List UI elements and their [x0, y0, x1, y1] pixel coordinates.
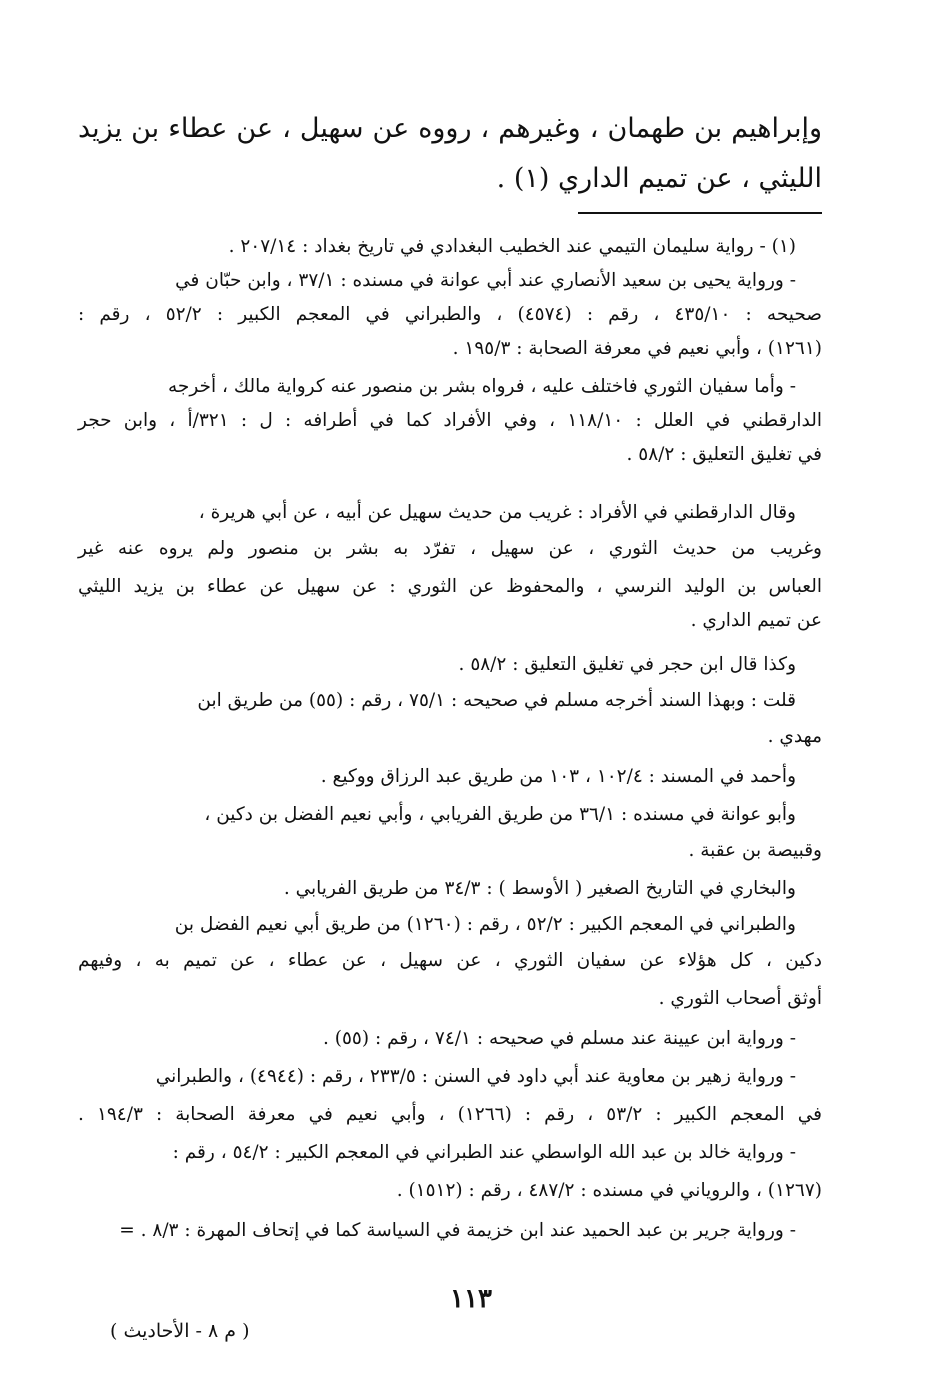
- footnote-line: وكذا قال ابن حجر في تغليق التعليق : ٥٨/٢ .: [458, 654, 796, 675]
- footnote-line: وأحمد في المسند : ١٠٢/٤ ، ١٠٣ من طريق عبد الرزاق ووكيع .: [320, 766, 796, 787]
- footnote-line: وأبو عوانة في مسنده : ٣٦/١ من طريق الفريابي ، وأبي نعيم الفضل بن دكين ،: [204, 804, 796, 825]
- footnote-line: والبخاري في التاريخ الصغير ( الأوسط ) : ٣٤/٣ من طريق الفريابي .: [283, 878, 796, 899]
- book-section-marker: ( م ٨ - الأحاديث ): [110, 1320, 250, 1342]
- footnote-line: أوثق أصحاب الثوري .: [658, 988, 822, 1009]
- footnote-line: (١) - رواية سليمان التيمي عند الخطيب البغدادي في تاريخ بغداد : ٢٠٧/١٤ .: [228, 236, 796, 257]
- footnote-line: - ورواية يحيى بن سعيد الأنصاري عند أبي عوانة في مسنده : ٣٧/١ ، وابن حبّان في: [175, 270, 796, 291]
- footnote-line: وغريب من حديث الثوري ، عن سهيل ، تفرّد به بشر بن منصور ولم يروه عنه غير: [78, 538, 822, 559]
- page-number: ١١٣: [450, 1284, 492, 1314]
- footnote-line: في المعجم الكبير : ٥٣/٢ ، رقم : (١٢٦٦) ، وأبي نعيم في معرفة الصحابة : ١٩٤/٣ .: [78, 1104, 822, 1125]
- footnote-line: العباس بن الوليد النرسي ، والمحفوظ عن الثوري : عن سهيل عن عطاء بن يزيد الليثي: [78, 576, 822, 597]
- main-text-block: [78, 104, 822, 204]
- footnote-line: في تغليق التعليق : ٥٨/٢ .: [626, 444, 822, 465]
- footnote-line: (١٢٦٧) ، والروياني في مسنده : ٤٨٧/٢ ، رقم : (١٥١٢) .: [396, 1180, 822, 1201]
- footnote-line: - ورواية جرير بن عبد الحميد عند ابن خزيمة في السياسة كما في إتحاف المهرة : ٨/٣ . =: [119, 1220, 796, 1241]
- main-text-line-2: الليثي ، عن تميم الداري (١) .: [496, 163, 822, 194]
- footnote-line: عن تميم الداري .: [690, 610, 822, 631]
- footnote-line: - ورواية زهير بن معاوية عند أبي داود في السنن : ٢٣٣/٥ ، رقم : (٤٩٤٤) ، والطبراني: [155, 1066, 796, 1087]
- footnote-line: - ورواية ابن عيينة عند مسلم في صحيحه : ٧٤/١ ، رقم : (٥٥) .: [323, 1028, 796, 1049]
- footnote-line: صحيحه : ٤٣٥/١٠ ، رقم : (٤٥٧٤) ، والطبراني في المعجم الكبير : ٥٢/٢ ، رقم :: [78, 304, 823, 325]
- footnote-line: - ورواية خالد بن عبد الله الواسطي عند الطبراني في المعجم الكبير : ٥٤/٢ ، رقم :: [172, 1142, 796, 1163]
- footnote-line: وقبيصة بن عقبة .: [688, 840, 822, 861]
- main-text-line-1: وإبراهيم بن طهمان ، وغيرهم ، رووه عن سهيل ، عن عطاء بن يزيد: [78, 113, 822, 144]
- footnote-line: وقال الدارقطني في الأفراد : غريب من حديث سهيل عن أبيه ، عن أبي هريرة ،: [198, 502, 796, 523]
- footnote-line: قلت : وبهذا السند أخرجه مسلم في صحيحه : ٧٥/١ ، رقم : (٥٥) من طريق ابن: [197, 690, 796, 711]
- footnote-line: الدارقطني في العلل : ١١٨/١٠ ، وفي الأفراد كما في أطرافه : ل : ٣٢١/أ ، وابن حجر: [78, 410, 822, 431]
- footnote-line: دكين ، كل هؤلاء عن سفيان الثوري ، عن سهيل ، عن عطاء ، عن تميم به ، وفيهم: [78, 950, 822, 971]
- footnote-line: مهدي .: [767, 726, 822, 747]
- footnote-line: (١٢٦١) ، وأبي نعيم في معرفة الصحابة : ١٩٥/٣ .: [452, 338, 822, 359]
- footnote-line: والطبراني في المعجم الكبير : ٥٢/٢ ، رقم : (١٢٦٠) من طريق أبي نعيم الفضل بن: [174, 914, 796, 935]
- footnote-line: - وأما سفيان الثوري فاختلف عليه ، فرواه بشر بن منصور عنه كرواية مالك ، أخرجه: [168, 376, 796, 397]
- footnote-separator: [578, 212, 822, 214]
